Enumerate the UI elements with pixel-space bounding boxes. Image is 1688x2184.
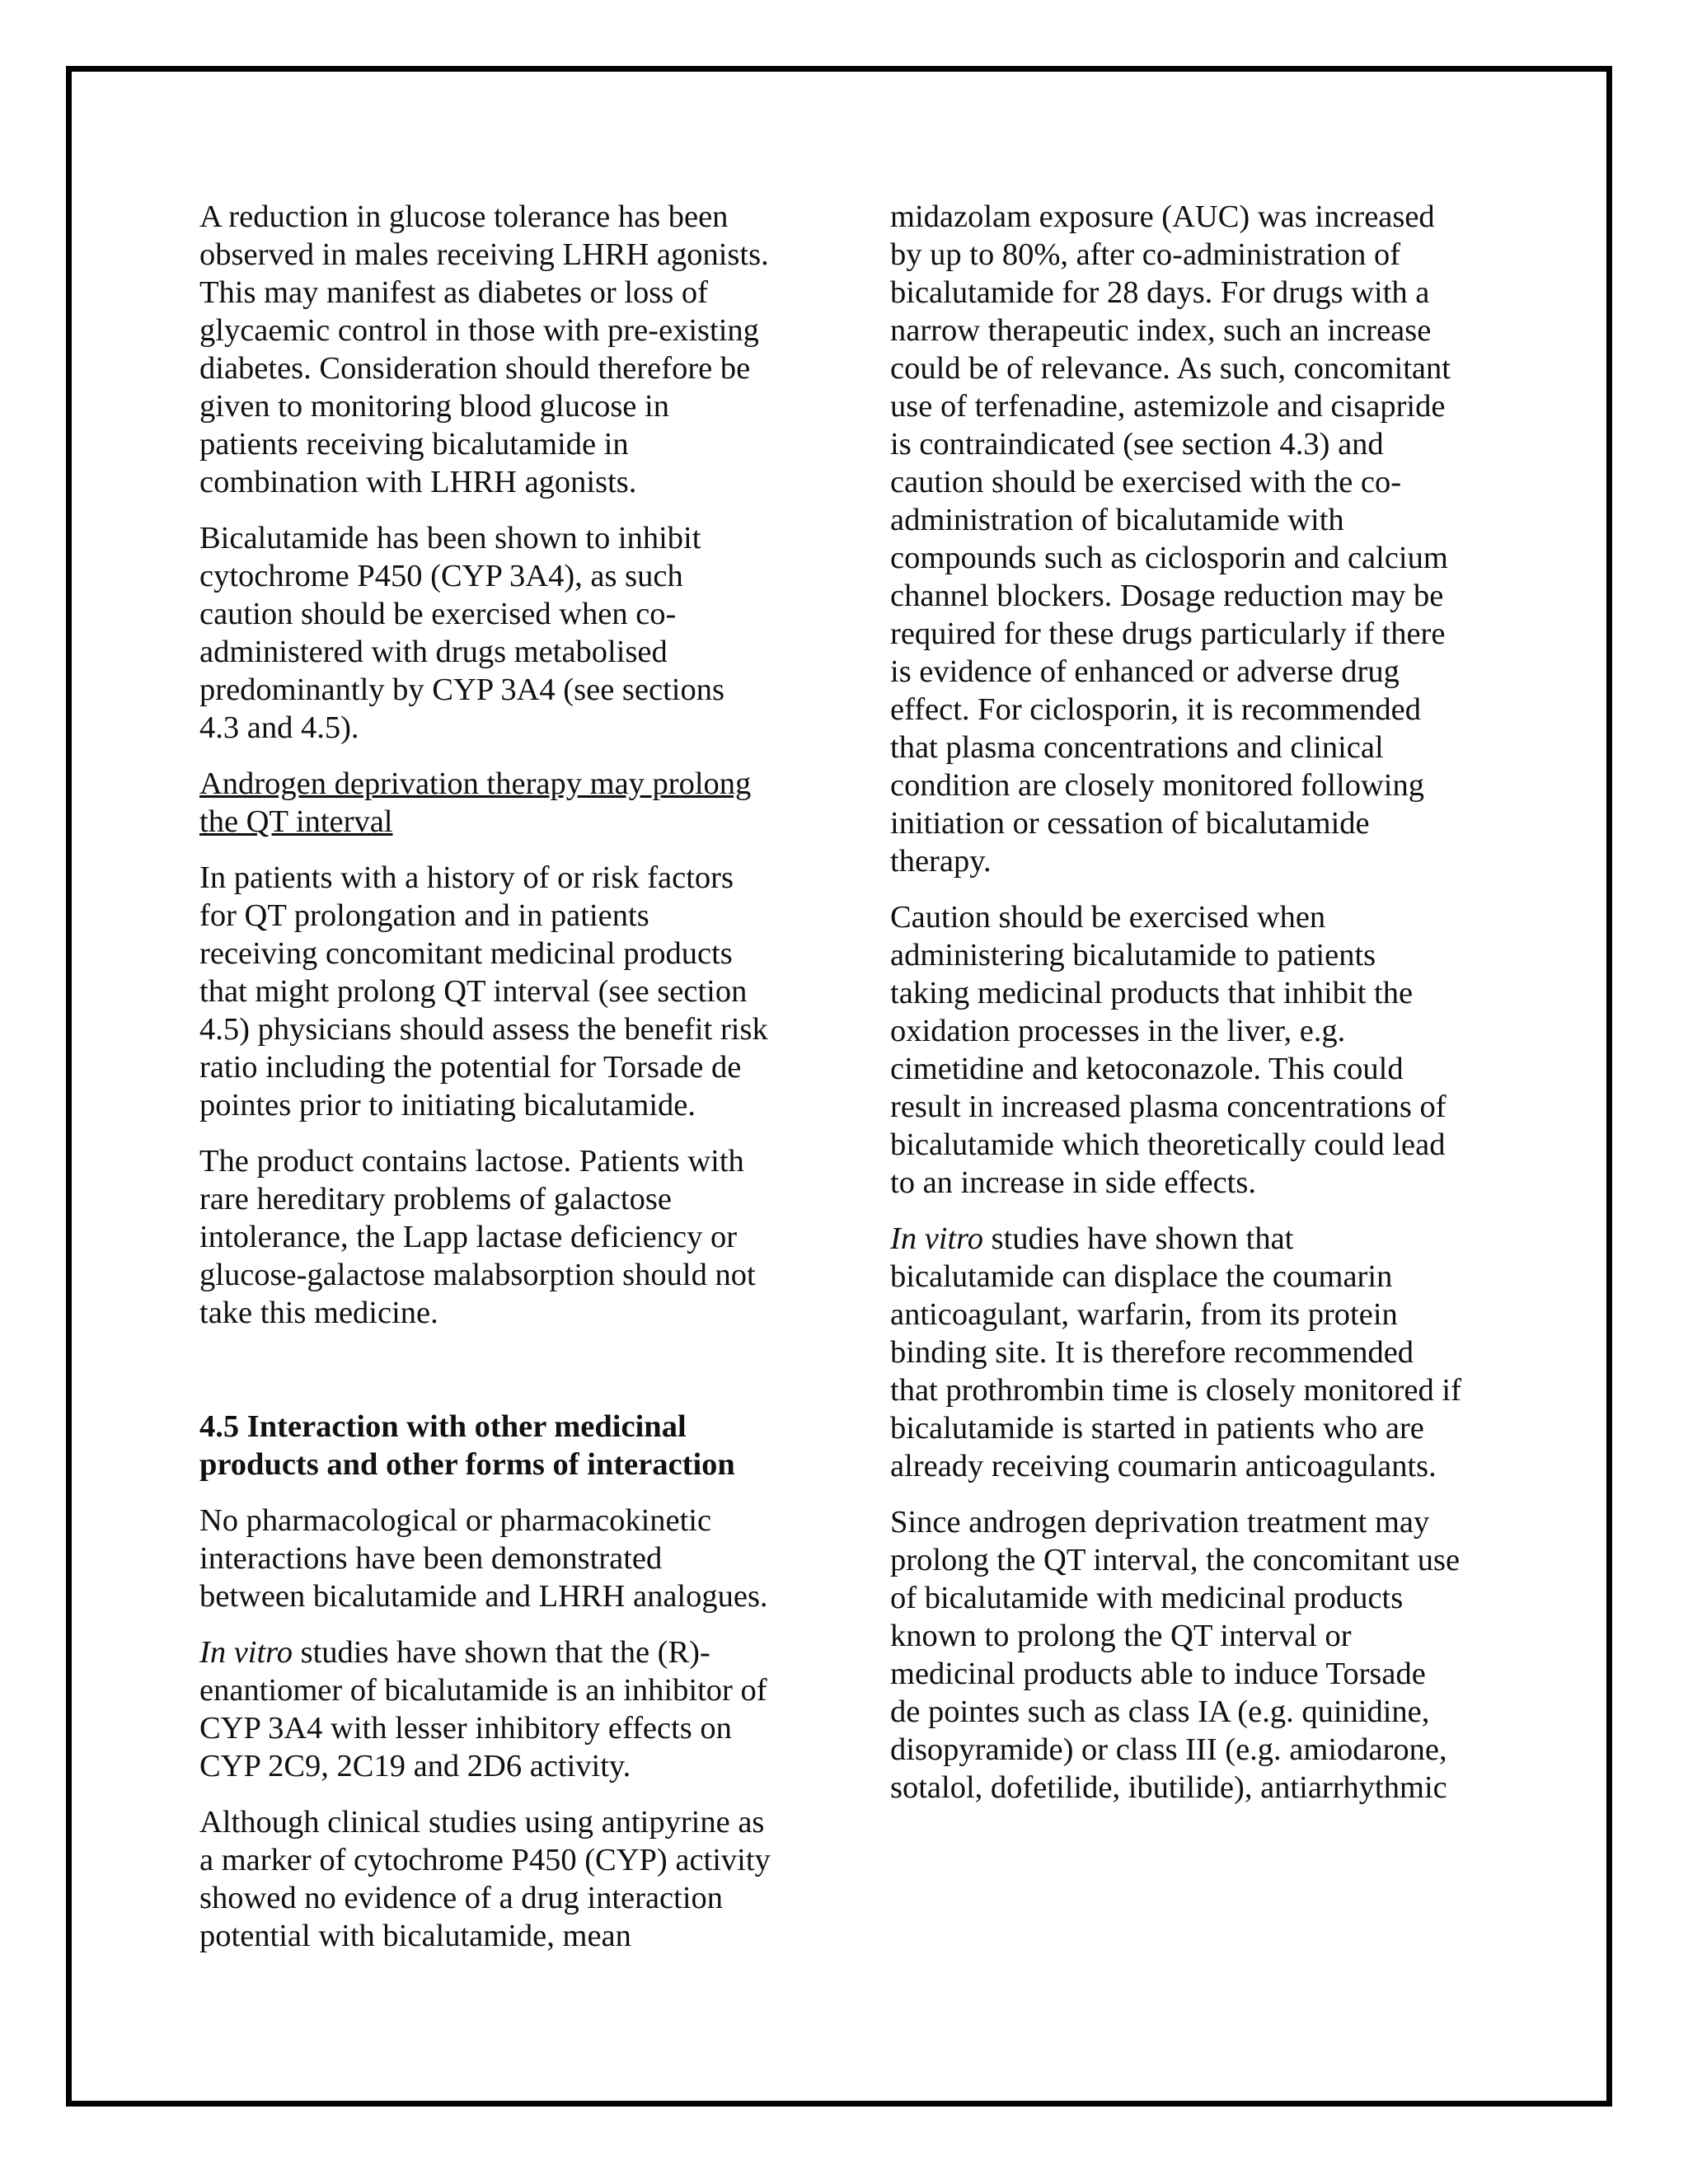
- section-heading-4-5: 4.5 Interaction with other medicinal products and other forms of interaction: [199, 1409, 735, 1482]
- paragraph-antipyrine: Although clinical studies using antipyrine as a marker of cytochrome P450 (CYP) activity showed no evidence of a drug interaction potential with bicalutamide, mean: [199, 1805, 771, 1953]
- paragraph-lactose: The product contains lactose. Patients with rare hereditary problems of galactose intolerance, the Lapp lactase deficiency or glucose-galactose malabsorption should not take this medicine.: [199, 1144, 756, 1330]
- right-column: [890, 198, 1496, 1825]
- paragraph-in-vitro-enantiomer: In vitro studies have shown that the (R)- enantiomer of bicalutamide is an inhibitor of CYP 3A4 with lesser inhibitory effects on CYP 2C9, 2C19 and 2D6 activity.: [199, 1635, 767, 1783]
- paragraph-glucose-tolerance: A reduction in glucose tolerance has been observed in males receiving LHRH agonists. This may manifest as diabetes or loss of glycaemic control in those with pre-existing diabetes. Consideration should therefore be given to monitoring blood glucose in patients receiving bicalutamide in combination with LHRH agonists.: [199, 199, 769, 499]
- paragraph-warfarin: In vitro studies have shown that bicalutamide can displace the coumarin anticoagulant, warfarin, from its protein binding site. It is therefore recommended that prothrombin time is closely monitored if bicalutamide is started in patients who are already receiving coumarin anticoagulants.: [890, 1221, 1461, 1483]
- paragraph-qt-risk: In patients with a history of or risk factors for QT prolongation and in patients receiving concomitant medicinal products that might prolong QT interval (see section 4.5) physicians should assess the benefit risk ratio including the potential for Torsade de pointes prior to initiating bicalutamide.: [199, 860, 768, 1122]
- left-column: [199, 198, 805, 1973]
- paragraph-midazolam: midazolam exposure (AUC) was increased by up to 80%, after co-administration of bicalutamide for 28 days. For drugs with a narrow therapeutic index, such an increase could be of relevance. As such, concomitant use of terfenadine, astemizole and cisapride is contraindicated (see section 4.3) and caution should be exercised with the co- administration of bicalutamide with compounds such as ciclosporin and calcium channel blockers. Dosage reduction may be required for these drugs particularly if there is evidence of enhanced or adverse drug effect. For ciclosporin, it is recommended that plasma concentrations and clinical condition are closely monitored following initiation or cessation of bicalutamide therapy.: [890, 199, 1451, 879]
- subheading-qt-interval: Androgen deprivation therapy may prolong the QT interval: [199, 766, 752, 839]
- paragraph-cyp3a4-inhibition: Bicalutamide has been shown to inhibit cytochrome P450 (CYP 3A4), as such caution should be exercised when co- administered with drugs metabolised predominantly by CYP 3A4 (see sections 4.3 and 4.5).: [199, 521, 724, 745]
- paragraph-oxidation-caution: Caution should be exercised when administering bicalutamide to patients taking medicinal products that inhibit the oxidation processes in the liver, e.g. cimetidine and ketoconazole. This could result in increased plasma concentrations of bicalutamide which theoretically could lead to an increase in side effects.: [890, 900, 1447, 1200]
- paragraph-qt-antiarrhythmic: Since androgen deprivation treatment may prolong the QT interval, the concomitant use of bicalutamide with medicinal products known to prolong the QT interval or medicinal products able to induce Torsade de pointes such as class IA (e.g. quinidine, disopyramide) or class III (e.g. amiodarone, sotalol, dofetilide, ibutilide), antiarrhythmic: [890, 1505, 1461, 1805]
- section-spacer: [199, 1350, 805, 1408]
- paragraph-no-interactions: No pharmacological or pharmacokinetic interactions have been demonstrated between bicalutamide and LHRH analogues.: [199, 1503, 768, 1614]
